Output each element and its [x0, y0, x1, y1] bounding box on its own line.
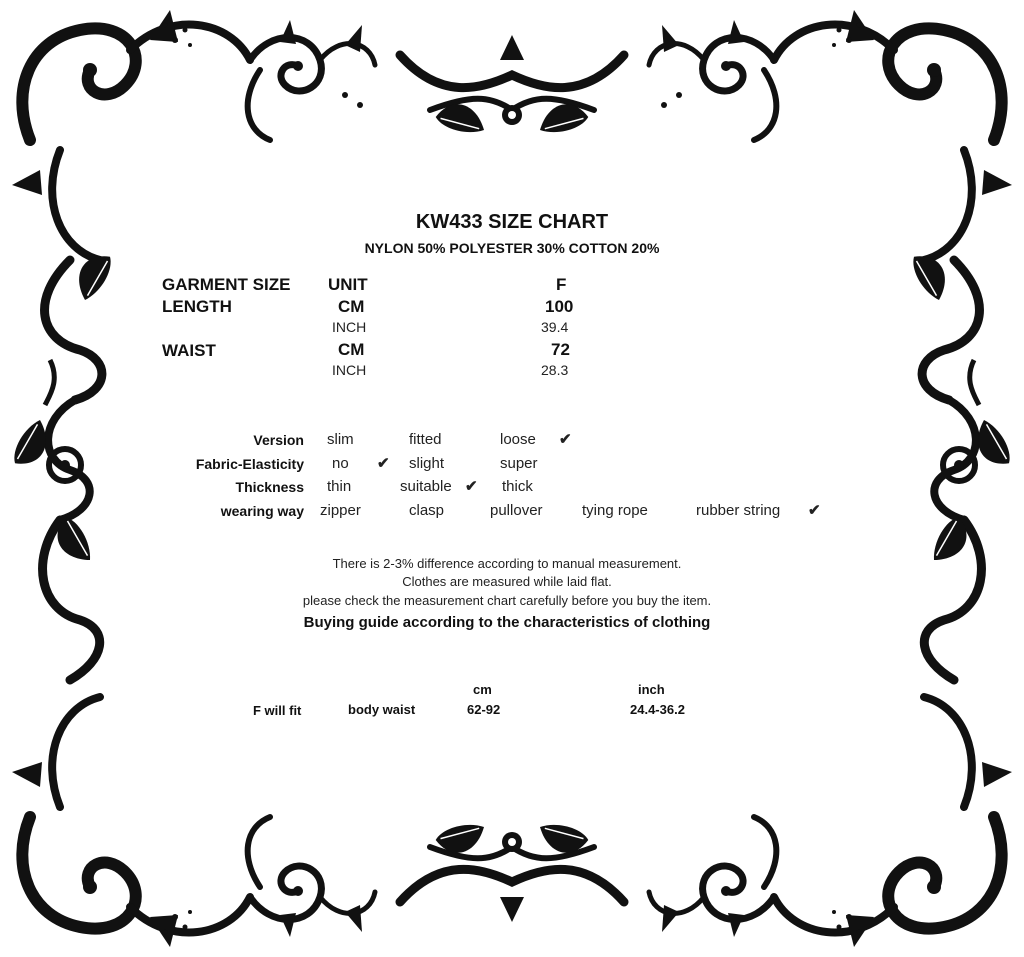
- fit-col-inch: inch: [638, 682, 665, 697]
- waist-unit-cm: CM: [338, 340, 365, 359]
- option-suitable: suitable: [400, 478, 452, 495]
- frame-corner-bottom-left: [12, 697, 250, 947]
- attr-label-fabric-elasticity: Fabric-Elasticity: [195, 456, 304, 472]
- attr-label-version: Version: [253, 432, 304, 448]
- option-super: super: [500, 455, 538, 472]
- waist-cm-value: 72: [551, 340, 570, 359]
- fit-cm-value: 62-92: [467, 702, 501, 717]
- option-clasp: clasp: [409, 502, 445, 519]
- option-thick: thick: [502, 478, 533, 495]
- attr-label-thickness: Thickness: [235, 479, 304, 495]
- row-name-length: LENGTH: [162, 297, 232, 316]
- option-rubber-string: rubber string: [696, 502, 781, 519]
- option-pullover: pullover: [490, 502, 543, 519]
- attr-label-wearing-way: wearing way: [220, 503, 304, 519]
- frame-corner-bottom-right: [774, 697, 1012, 947]
- length-unit-inch: INCH: [332, 319, 367, 335]
- waist-inch-value: 28.3: [541, 362, 569, 378]
- checkmark-icon: ✔: [808, 502, 821, 519]
- option-slight: slight: [409, 455, 445, 472]
- option-fitted: fitted: [409, 431, 442, 448]
- waist-unit-inch: INCH: [332, 362, 367, 378]
- length-unit-cm: CM: [338, 297, 365, 316]
- option-slim: slim: [327, 431, 354, 448]
- option-tying-rope: tying rope: [582, 502, 648, 519]
- header-unit: UNIT: [328, 275, 368, 294]
- material-composition: NYLON 50% POLYESTER 30% COTTON 20%: [364, 240, 660, 256]
- note-laid-flat: Clothes are measured while laid flat.: [402, 574, 612, 589]
- fit-measure: body waist: [348, 702, 416, 717]
- length-cm-value: 100: [545, 297, 574, 316]
- checkmark-icon: ✔: [465, 478, 478, 495]
- note-check-chart: please check the measurement chart carefully before you buy the item.: [302, 593, 712, 608]
- header-size: F: [556, 275, 567, 294]
- option-thin: thin: [327, 478, 352, 495]
- row-name-waist: WAIST: [162, 341, 216, 360]
- length-inch-value: 39.4: [541, 319, 569, 335]
- checkmark-icon: ✔: [559, 431, 572, 448]
- note-measurement-difference: There is 2-3% difference according to manual measurement.: [332, 556, 682, 571]
- checkmark-icon: ✔: [377, 455, 390, 472]
- option-no: no: [332, 455, 349, 472]
- buying-guide-title: Buying guide according to the characteristics of clothing: [303, 614, 711, 631]
- page-title: KW433 SIZE CHART: [415, 211, 609, 233]
- option-loose: loose: [500, 431, 536, 448]
- fit-col-cm: cm: [473, 682, 492, 697]
- frame-top-edge: [248, 20, 777, 140]
- frame-bottom-edge: [248, 817, 777, 937]
- header-garment-size: GARMENT SIZE: [162, 275, 291, 294]
- option-zipper: zipper: [320, 502, 361, 519]
- fit-label: F will fit: [253, 703, 302, 718]
- fit-inch-value: 24.4-36.2: [630, 702, 685, 717]
